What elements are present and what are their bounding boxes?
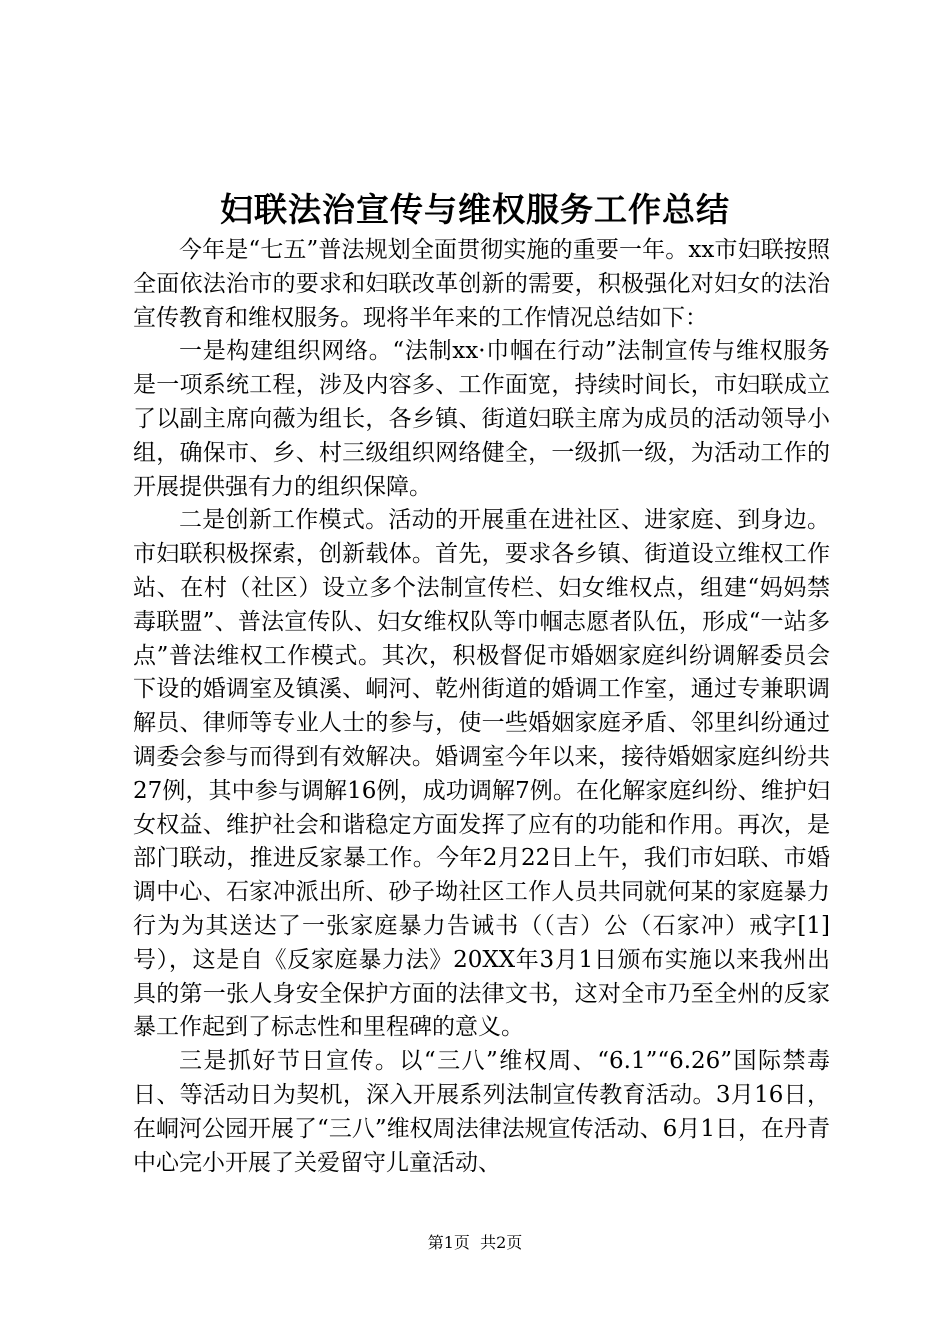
paragraph-work-model: 二是创新工作模式。活动的开展重在进社区、进家庭、到身边。市妇联积极探索，创新载体。首先，要求各乡镇、街道设立维权工作站、在村（社区）设立多个法制宣传栏、妇女维权点，组建“妈妈禁毒联盟”、普法宣传队、妇女维权队等巾帼志愿者队伍，形成“一站多点”普法维权工作模式。其次，积极督促市婚姻家庭纠纷调解委员会下设的婚调室及镇溪、峒河、乾州街道的婚调工作室，通过专兼职调解员、律师等专业人士的参与，使一些婚姻家庭矛盾、邻里纠纷通过调委会参与而得到有效解决。婚调室今年以来，接待婚姻家庭纠纷共27例，其中参与调解16例，成功调解7例。在化解家庭纠纷、维护妇女权益、维护社会和谐稳定方面发挥了应有的功能和作用。再次，是部门联动，推进反家暴工作。今年2月22日上午，我们市妇联、市婚调中心、石家冲派出所、砂子坳社区工作人员共同就何某的家庭暴力行为为其送达了一张家庭暴力告诫书（（吉）公（石家冲）戒字[1]号），这是自《反家庭暴力法》20XX年3月1日颁布实施以来我州出具的第一张人身安全保护方面的法律文书，这对全市乃至全州的反家暴工作起到了标志性和里程碑的意义。	[133, 507, 830, 1041]
page-footer: 第1页 共2页	[427, 1233, 523, 1252]
document-body	[133, 234, 830, 1180]
paragraph-intro: 今年是“七五”普法规划全面贯彻实施的重要一年。xx市妇联按照全面依法治市的要求和妇联改革创新的需要，积极强化对妇女的法治宣传教育和维权服务。现将半年来的工作情况总结如下：	[133, 237, 830, 331]
document-title: 妇联法治宣传与维权服务工作总结	[220, 190, 730, 229]
paragraph-holiday-publicity: 三是抓好节日宣传。以“三八”维权周、“6.1”“6.26”国际禁毒日、等活动日为契机，深入开展系列法制宣传教育活动。3月16日，在峒河公园开展了“三八”维权周法律法规宣传活动、6月1日，在丹青中心完小开展了关爱留守儿童活动、	[133, 1048, 830, 1176]
paragraph-organization-network: 一是构建组织网络。“法制xx·巾帼在行动”法制宣传与维权服务是一项系统工程，涉及内容多、工作面宽，持续时间长，市妇联成立了以副主席向薇为组长，各乡镇、街道妇联主席为成员的活动领导小组，确保市、乡、村三级组织网络健全，一级抓一级，为活动工作的开展提供强有力的组织保障。	[133, 338, 830, 500]
